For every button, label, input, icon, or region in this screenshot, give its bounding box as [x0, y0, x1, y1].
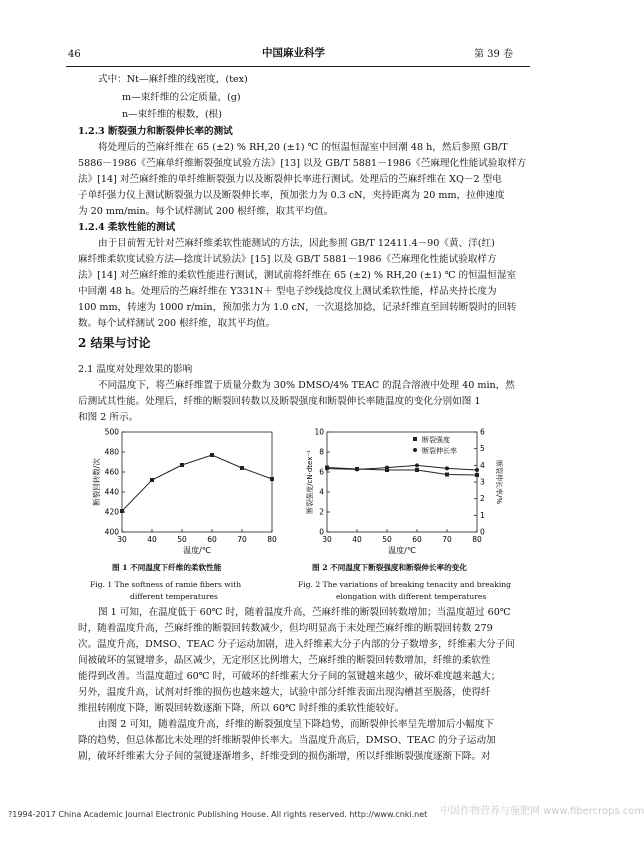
body-p2-line-1: 由图 2 可知，随着温度升高，纤维的断裂强度呈下降趋势，而断裂伸长率呈先增加后小幅度下: [98, 719, 494, 730]
fig2-ytick-label: 8: [319, 447, 324, 457]
fig2-tenacity-point: [445, 473, 449, 477]
fig2-ytick-label: 4: [319, 487, 324, 497]
footer-copyright: ?1994-2017 China Academic Journal Electronic Publishing House. All rights reserved. http://www.cnki.net: [8, 810, 428, 819]
fig2-y2tick-label: 6: [480, 427, 485, 437]
formula-line-3: n—束纤维的根数，(根): [122, 109, 223, 120]
s21-line-3: 和图 2 所示。: [78, 412, 139, 423]
fig1-xtick-label: 30: [117, 535, 127, 544]
legend-circle-marker: [413, 448, 417, 452]
body-p2-line-3: 剧，破坏纤维素大分子间的氢键逐渐增多，纤维受到的损伤渐增，所以纤维断裂强度逐渐下降。对: [78, 751, 491, 762]
body-p1-line-6: 另外，温度升高，试剂对纤维的损伤也越来越大，试验中部分纤维表面出现沟槽甚至脱落，使得纤: [78, 687, 491, 698]
fig1-caption-en-2: different temperatures: [130, 592, 218, 601]
fig1-xtick-label: 80: [267, 535, 277, 544]
fig1-data-point: [240, 466, 244, 470]
fig2-ytick-label: 10: [314, 427, 324, 437]
s123-line-2: 5886－1986《苎麻单纤维断裂强度试验方法》[13] 以及 GB/T 5881－1986《苎麻理化性能试验取样方: [78, 158, 527, 169]
s124-line-5: 100 mm，转速为 1000 r/min，预加张力为 1.0 cN，一次退捻加捻，记录纤维直至回转断裂时的回转: [78, 302, 517, 313]
fig2-ytick-label: 0: [319, 527, 324, 537]
formula-line-2: m—束纤维的公定质量，(g): [122, 92, 241, 103]
fig2-xtick-label: 60: [412, 535, 422, 544]
section-2-1-title: 2.1 温度对处理效果的影响: [78, 364, 193, 375]
fig1-xtick-label: 40: [147, 535, 157, 544]
fig2-xtick-label: 80: [472, 535, 482, 544]
fig2-xtick-label: 40: [352, 535, 362, 544]
s21-line-1: 不同温度下，将苎麻纤维置于质量分数为 30% DMSO/4% TEAC 的混合溶液中处理 40 min，然: [98, 380, 515, 391]
fig2-xtick-label: 30: [322, 535, 332, 544]
fig1-data-point: [270, 477, 274, 481]
fig1-ylabel: 断裂回转数/次: [92, 458, 101, 506]
legend-elongation: 断裂伸长率: [422, 447, 457, 455]
fig1-caption-cn: 图 1 不同温度下纤维的柔软性能: [112, 563, 222, 572]
fig2-y2label: 断裂伸长率/%: [495, 459, 503, 505]
fig2-ytick-label: 2: [319, 507, 324, 517]
figure-2-chart: [305, 428, 505, 558]
s124-line-2: 麻纤维柔软度试验方法—捻度计试验法》[15] 以及 GB/T 5881－1986《苎麻理化性能试验取样方: [78, 254, 497, 265]
journal-name: 中国麻业科学: [262, 47, 325, 59]
fig1-ytick-label: 500: [104, 427, 119, 437]
body-p1-line-5: 能得到改善。当温度超过 60℃ 时，可破坏的纤维素大分子间的氢键越来越少，破坏难度越来越大；: [78, 671, 501, 682]
fig1-data-point: [180, 463, 184, 467]
s123-line-1: 将处理后的苎麻纤维在 65 (±2) % RH,20 (±1) ℃ 的恒温恒湿室中回潮 48 h，然后参照 GB/T: [98, 142, 508, 153]
body-p1-line-2: 时，随着温度升高，苎麻纤维的断裂回转数减少，但均明显高于未处理苎麻纤维的断裂回转数 279: [78, 623, 493, 634]
fig1-plot-frame: [122, 432, 272, 532]
fig2-xlabel: 温度/℃: [388, 546, 416, 555]
fig2-elongation-point: [475, 468, 479, 472]
fig1-xtick-label: 50: [177, 535, 187, 544]
fig2-elongation-point: [355, 467, 359, 471]
s123-line-5: 为 20 mm/min。每个试样测试 200 根纤维，取其平均值。: [78, 206, 334, 217]
fig2-elongation-point: [325, 467, 329, 471]
s124-line-3: 法》[14] 对苎麻纤维的柔软性能进行测试，测试前将纤维在 65 (±2) % RH,20 (±1) ℃ 的恒温恒湿室: [78, 270, 517, 281]
fig1-xtick-label: 60: [207, 535, 217, 544]
s123-line-3: 法》[14] 对苎麻纤维的单纤维断裂强力以及断裂伸长率进行测试。处理后的苎麻纤维在 XQ－2 型电: [78, 174, 502, 185]
fig2-caption-en-2: elongation with different temperatures: [336, 592, 487, 601]
body-p1-line-7: 维扭转刚度下降，断裂回转数逐渐下降，所以 60℃ 时纤维的柔软性能较好。: [78, 703, 405, 714]
s124-line-4: 中回潮 48 h。处理后的苎麻纤维在 Y331N＋ 型电子纱线捻度仪上测试柔软性能，样品夹持长度为: [78, 286, 497, 297]
fig2-xtick-label: 70: [442, 535, 452, 544]
body-p2-line-2: 降的趋势，但总体都比未处理的纤维断裂伸长率大。当温度升高后，DMSO、TEAC 的分子运动加: [78, 735, 496, 746]
fig1-series-line: [122, 455, 272, 511]
fig1-data-point: [150, 478, 154, 482]
watermark: 中国作物营养与施肥网 www.fibercrops.com: [440, 806, 644, 817]
body-p1-line-1: 图 1 可知，在温度低于 60℃ 时，随着温度升高，苎麻纤维的断裂回转数增加；当温度超过 60℃: [98, 607, 511, 618]
legend-square-marker: [413, 437, 417, 441]
fig1-caption-en-1: Fig. 1 The softness of ramie fibers with: [90, 580, 242, 589]
fig2-y2tick-label: 4: [480, 460, 485, 470]
fig2-ylabel: 断裂强度/cN·dtex⁻¹: [306, 450, 314, 514]
section-1-2-4-title: 1.2.4 柔软性能的测试: [78, 222, 176, 233]
fig1-xtick-label: 70: [237, 535, 247, 544]
fig1-ytick-label: 440: [104, 487, 119, 497]
legend-tenacity: 断裂强度: [422, 436, 450, 444]
body-p1-line-3: 次。温度升高，DMSO、TEAC 分子运动加剧，进入纤维素大分子内部的分子数增多，纤维素大分子间: [78, 639, 515, 650]
fig1-ytick-label: 400: [104, 527, 119, 537]
formula-line-1: 式中：Nt—麻纤维的线密度，(tex): [98, 74, 248, 85]
fig1-data-point: [210, 453, 214, 457]
s21-line-2: 后测试其性能。处理后，纤维的断裂回转数以及断裂强度和断裂伸长率随温度的变化分别如图 1: [78, 396, 481, 407]
fig2-caption-cn: 图 2 不同温度下断裂强度和断裂伸长率的变化: [312, 563, 467, 572]
fig2-caption-en-1: Fig. 2 The variations of breaking tenacity and breaking: [298, 580, 512, 589]
section-1-2-3-title: 1.2.3 断裂强力和断裂伸长率的测试: [78, 126, 233, 137]
fig1-data-point: [120, 509, 124, 513]
page-number: 46: [68, 49, 81, 60]
fig2-legend: [413, 435, 457, 455]
fig2-xtick-label: 50: [382, 535, 392, 544]
fig2-y2tick-label: 2: [480, 494, 485, 504]
section-2-title: 2 结果与讨论: [78, 336, 151, 350]
fig2-series-elongation-line: [327, 465, 477, 470]
fig1-ytick-label: 480: [104, 447, 119, 457]
fig2-elongation-point: [415, 463, 419, 467]
fig2-y2tick-label: 1: [480, 510, 485, 520]
fig2-elongation-point: [445, 466, 449, 470]
fig2-tenacity-point: [415, 468, 419, 472]
s123-line-4: 子单纤强力仪上测试断裂强力以及断裂伸长率，预加张力为 0.3 cN，夹持距离为 20 mm，拉伸速度: [78, 190, 505, 201]
fig2-elongation-point: [385, 466, 389, 470]
fig2-tenacity-point: [475, 473, 479, 477]
fig1-ytick-label: 460: [104, 467, 119, 477]
fig2-y2tick-label: 0: [480, 527, 485, 537]
fig2-y2tick-label: 5: [480, 444, 485, 454]
body-p1-line-4: 间被破坏的氢键增多，晶区减少，无定形区比例增大，苎麻纤维的断裂回转数增加，纤维的柔软性: [78, 655, 491, 666]
fig2-ytick-label: 6: [319, 467, 324, 477]
fig1-xlabel: 温度/℃: [183, 546, 211, 555]
header-rule: [66, 66, 530, 67]
volume: 第 39 卷: [474, 49, 514, 60]
s124-line-6: 数。每个试样测试 200 根纤维，取其平均值。: [78, 318, 276, 329]
figure-1-chart: [90, 428, 280, 558]
fig2-y2tick-label: 3: [480, 477, 485, 487]
s124-line-1: 由于目前暂无针对苎麻纤维柔软性能测试的方法，因此参照 GB/T 12411.4－90《黄、洋(红): [98, 238, 495, 249]
fig1-ytick-label: 420: [104, 507, 119, 517]
